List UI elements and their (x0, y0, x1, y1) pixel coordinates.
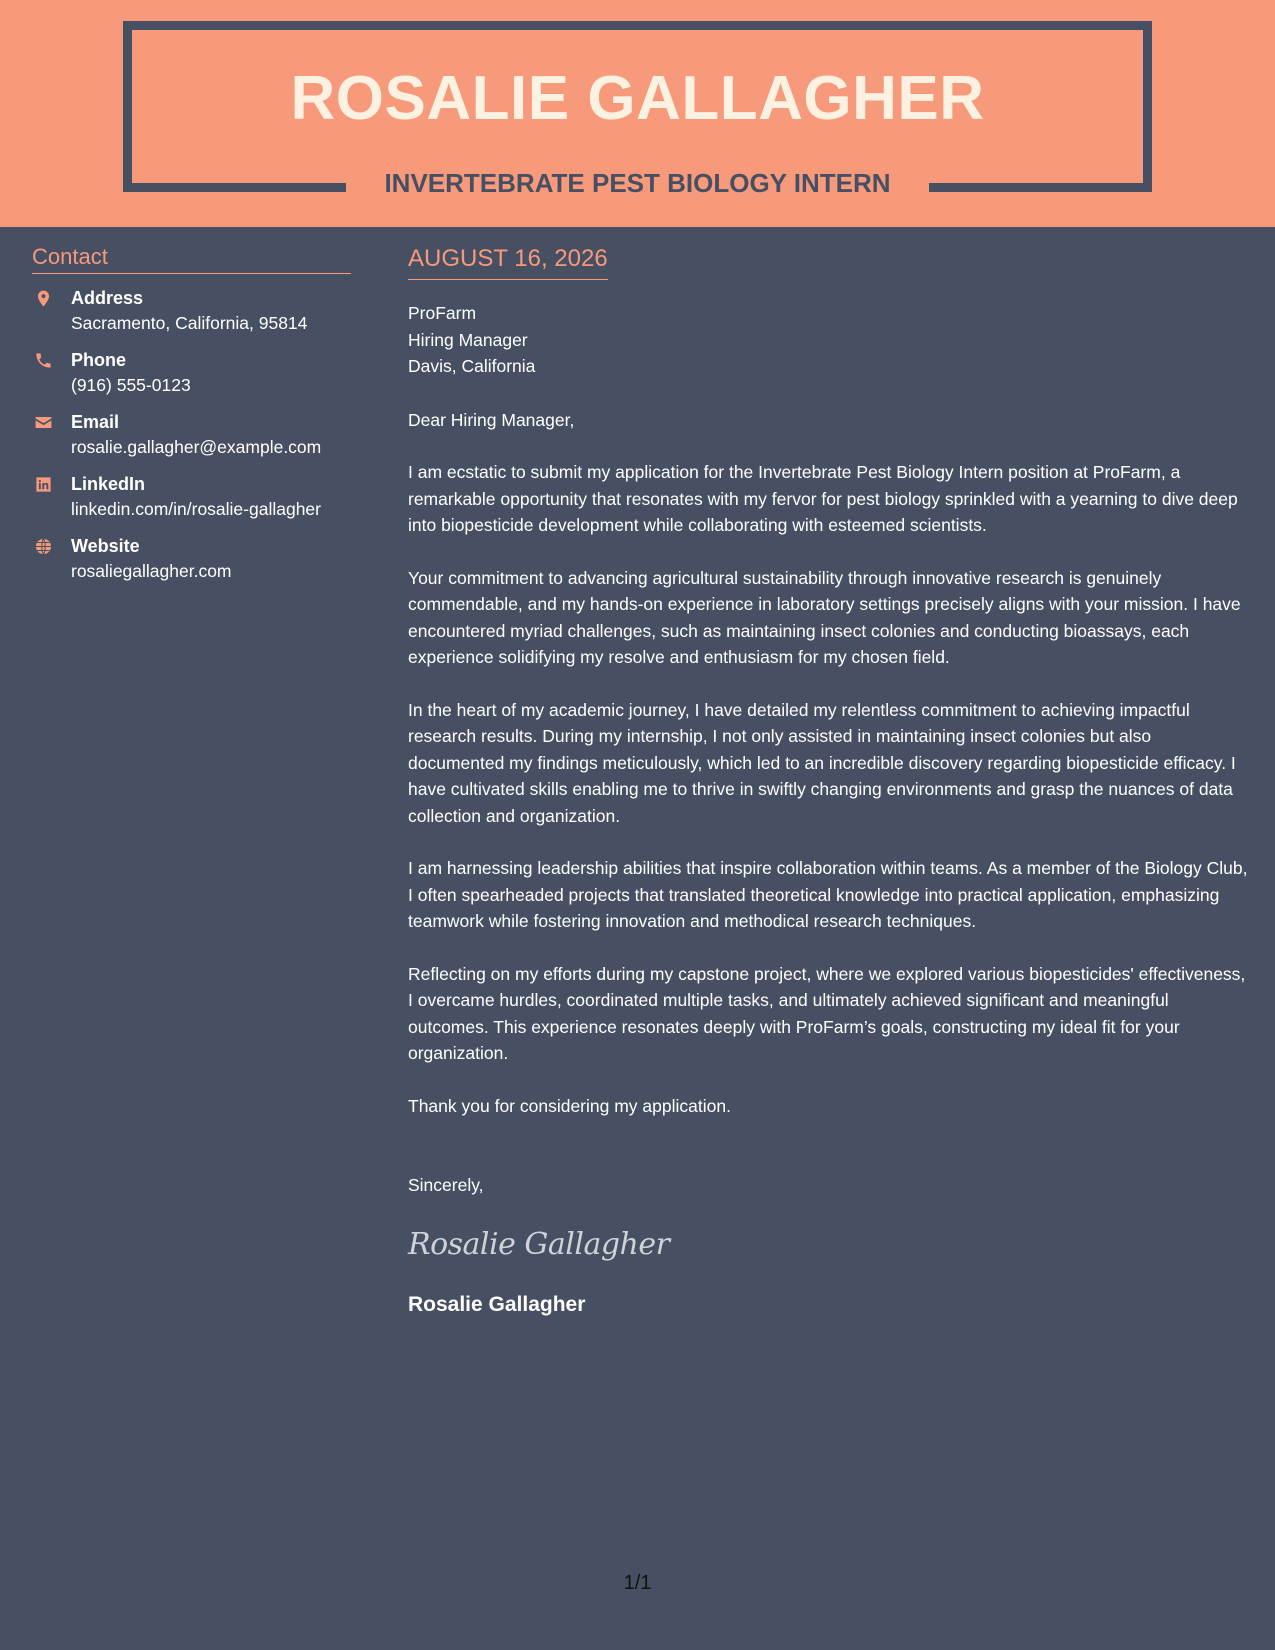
contact-item-website (32, 534, 351, 584)
contact-label: Phone (71, 350, 127, 370)
paragraph: In the heart of my academic journey, I have detailed my relentless commitment to achieving impactful research results. During my internship, I not only assisted in maintaining insect colonies but also documented my findings meticulously, which led to an incredible discovery regarding biopesticide efficacy. I have cultivated skills enabling me to thrive in swiftly changing environments and grasp the nuances of data collection and organization. (408, 699, 1236, 826)
paragraph: I am ecstatic to submit my application for the Invertebrate Pest Biology Intern position at ProFarm, a remarkable opportunity that resonates with my fervor for pest biology sprinkled with a yearning to dive deep into biopesticide development while collaborating with esteemed scientists. (408, 462, 1238, 535)
title-frame-bottom-left (123, 183, 346, 192)
applicant-name: ROSALIE GALLAGHER (290, 64, 985, 133)
contact-item-phone (32, 348, 351, 398)
signature: Rosalie Gallagher (408, 1226, 670, 1262)
contact-heading: Contact (32, 243, 351, 274)
contact-sidebar (32, 243, 351, 584)
envelope-icon (34, 413, 53, 432)
contact-label: Website (71, 536, 140, 556)
title-frame-bottom-right (929, 183, 1152, 192)
globe-icon (34, 537, 53, 556)
paragraph: Your commitment to advancing agricultural sustainability through innovative research is genuinely commendable, and my hands-on experience in laboratory settings precisely aligns with your mission. I have encountered myriad challenges, such as maintaining insect colonies and conducting bioassays, each experience solidifying my resolve and enthusiasm for my chosen field. (408, 567, 1241, 667)
contact-value: rosalie.gallagher@example.com (71, 437, 322, 457)
signer-name: Rosalie Gallagher (408, 1292, 586, 1316)
letter-date: AUGUST 16, 2026 (408, 243, 608, 280)
recipient-title: Hiring Manager (408, 329, 528, 350)
recipient-location: Davis, California (408, 356, 536, 376)
contact-label: LinkedIn (71, 474, 146, 494)
paragraph: I am harnessing leadership abilities that inspire collaboration within teams. As a member of the Biology Club, I often spearheaded projects that translated theoretical knowledge into practical application, emphasizing teamwork while fostering innovation and methodical research techniques. (408, 858, 1248, 931)
contact-value: (916) 555-0123 (71, 375, 191, 395)
contact-label: Address (71, 288, 144, 308)
recipient-company: ProFarm (408, 303, 477, 323)
paragraph: Reflecting on my efforts during my capstone project, where we explored various biopesticides' effectiveness, I overcame hurdles, coordinated multiple tasks, and ultimately achieved significant and meaningful outcomes. This experience resonates deeply with ProFarm’s goals, constructing my ideal fit for your organization. (408, 963, 1246, 1063)
contact-item-linkedin (32, 472, 351, 522)
linkedin-icon (34, 475, 53, 494)
closing: Sincerely, (408, 1175, 484, 1195)
letter-body (408, 243, 1248, 1320)
header-banner (0, 0, 1275, 227)
contact-label: Email (71, 412, 120, 432)
contact-item-email (32, 410, 351, 460)
phone-icon (34, 351, 53, 370)
contact-item-address (32, 286, 351, 336)
contact-value: Sacramento, California, 95814 (71, 313, 308, 333)
salutation: Dear Hiring Manager, (408, 409, 575, 430)
recipient-block (408, 300, 1248, 380)
job-title: INVERTEBRATE PEST BIOLOGY INTERN (384, 168, 891, 198)
location-pin-icon (34, 289, 53, 308)
contact-value: linkedin.com/in/rosalie-gallagher (71, 499, 321, 519)
page-number: 1/1 (623, 1572, 652, 1594)
contact-value: rosaliegallagher.com (71, 561, 232, 581)
paragraph: Thank you for considering my application. (408, 1095, 731, 1116)
